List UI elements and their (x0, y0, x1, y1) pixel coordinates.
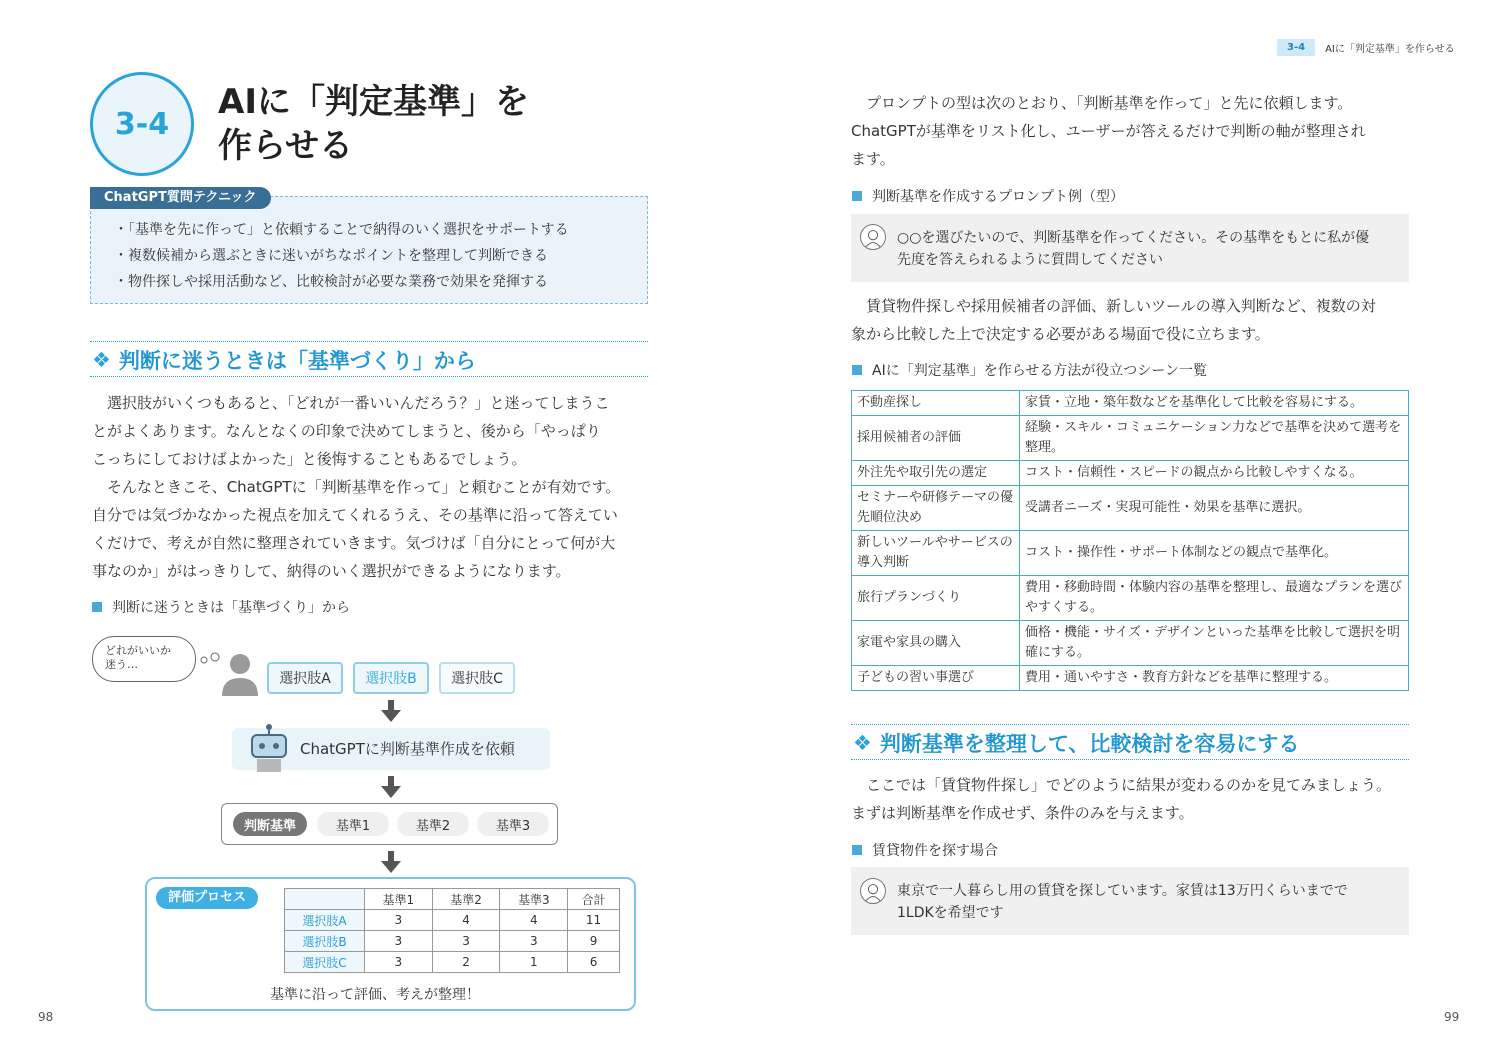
table-caption: AIに「判定基準」を作らせる方法が役立つシーン一覧 (852, 360, 1207, 380)
user-avatar-icon (860, 878, 886, 904)
table-row: セミナーや研修テーマの優先順位決め 受講者ニーズ・実現可能性・効果を基準に選択。 (852, 486, 1409, 531)
criteria-item: 基準1 (317, 812, 389, 836)
figure-caption: 判断に迷うときは「基準づくり」から (92, 597, 350, 617)
table-row: 家電や家具の購入 価格・機能・サイズ・デザインといった基準を比較して選択を明確にする。 (852, 621, 1409, 666)
table-row: 外注先や取引先の選定 コスト・信頼性・スピードの観点から比較しやすくなる。 (852, 461, 1409, 486)
body-paragraph: 選択肢がいくつもあると、「どれが一番いいんだろう？」と迷ってしまうこ とがよくあります。なんとなくの印象で決めてしまうと、後から「やっぱり こっちにしておけばよかった」と後悔することもあるでしょう。 そんなときこそ、ChatGPTに「判断基準を作って」と頼むことが有効です。 自分では気づかなかった視点を加えてくれるうえ、その基準に沿って答えてい くだけで、考えが自然に整理されていきます。気づけば「自分にとって何が大 事なのか」がはっきりして、納得のいく選択ができるようになります。 (92, 394, 621, 580)
table-row: 選択肢C 3 2 1 6 (285, 952, 620, 973)
diamond-icon: ❖ (92, 348, 111, 372)
evaluation-process-label: 評価プロセス (156, 887, 258, 909)
option-a: 選択肢A (267, 662, 343, 694)
thought-bubble: どれがいいか 迷う… (92, 636, 196, 682)
table-header: 基準3 (500, 889, 568, 910)
section-number-badge (90, 72, 194, 176)
table-row: 旅行プランづくり 費用・移動時間・体験内容の基準を整理し、最適なプランを選びやすくする。 (852, 576, 1409, 621)
technique-item: ・複数候補から選ぶときに迷いがちなポイントを整理して判断できる (114, 248, 548, 264)
running-header (1277, 39, 1455, 56)
section-heading: ❖ 判断に迷うときは「基準づくり」から (92, 348, 476, 373)
technique-item: ・「基準を先に作って」と依頼することで納得のいく選択をサポートする (114, 222, 569, 238)
prompt-caption: 賃貸物件を探す場合 (852, 840, 998, 860)
running-header-section: 3-4 (1277, 39, 1315, 56)
robot-icon (246, 722, 292, 772)
intro-paragraph: プロンプトの型は次のとおり、「判断基準を作って」と先に依頼します。 ChatGPTが基準をリスト化し、ユーザーが答えるだけで判断の軸が整理され ます。 (851, 94, 1366, 168)
table-row: 新しいツールやサービスの導入判断 コスト・操作性・サポート体制などの観点で基準化。 (852, 531, 1409, 576)
table-header: 合計 (568, 889, 620, 910)
evaluation-table (284, 888, 620, 973)
table-header: 基準2 (432, 889, 500, 910)
prompt-text: 東京で一人暮らし用の賃貸を探しています。家賃は13万円くらいまでで 1LDKを希望です (897, 883, 1348, 921)
technique-label: ChatGPT質問テクニック (90, 187, 271, 209)
body-paragraph: 賃貸物件探しや採用候補者の評価、新しいツールの導入判断など、複数の対 象から比較した上で決定する必要がある場面で役に立ちます。 (851, 297, 1376, 343)
table-row: 子どもの習い事選び 費用・通いやすさ・教育方針などを基準に整理する。 (852, 666, 1409, 691)
section-number: 3-4 (114, 106, 170, 142)
technique-item: ・物件探しや採用活動など、比較検討が必要な業務で効果を発揮する (114, 274, 548, 290)
user-person-icon (220, 652, 260, 696)
square-bullet-icon (852, 845, 862, 855)
user-avatar-icon (860, 224, 886, 250)
page-number-left: 98 (38, 1010, 54, 1024)
prompt-caption: 判断基準を作成するプロンプト例（型） (852, 186, 1124, 206)
scene-table (851, 390, 1409, 691)
arrow-down-icon (379, 700, 403, 722)
table-row: 採用候補者の評価 経験・スキル・コミュニケーション力などで基準を決めて選考を整理。 (852, 416, 1409, 461)
section-heading: ❖ 判断基準を整理して、比較検討を容易にする (853, 731, 1300, 756)
table-row: 選択肢A 3 4 4 11 (285, 910, 620, 931)
diamond-icon: ❖ (853, 731, 872, 755)
prompt-text: ○○を選びたいので、判断基準を作ってください。その基準をもとに私が優 先度を答えられるように質問してください (897, 230, 1370, 268)
criteria-label: 判断基準 (233, 812, 307, 836)
criteria-item: 基準2 (397, 812, 469, 836)
table-header: 基準1 (365, 889, 433, 910)
page-title: AIに「判定基準」を 作らせる (218, 82, 529, 166)
criteria-item: 基準3 (477, 812, 549, 836)
chatgpt-request-text: ChatGPTに判断基準作成を依頼 (300, 740, 515, 758)
arrow-down-icon (379, 776, 403, 798)
running-header-title: AIに「判定基準」を作らせる (1325, 44, 1455, 55)
square-bullet-icon (92, 602, 102, 612)
option-c: 選択肢C (439, 662, 515, 694)
square-bullet-icon (852, 191, 862, 201)
square-bullet-icon (852, 365, 862, 375)
option-b: 選択肢B (353, 662, 429, 694)
arrow-down-icon (379, 851, 403, 873)
table-row: 選択肢B 3 3 3 9 (285, 931, 620, 952)
evaluation-footer: 基準に沿って評価、考えが整理！ (270, 987, 480, 1003)
body-paragraph: ここでは「賃貸物件探し」でどのように結果が変わるのかを見てみましょう。 まずは判断基準を作成せず、条件のみを与えます。 (851, 776, 1392, 822)
page-number-right: 99 (1444, 1010, 1460, 1024)
table-row: 不動産探し 家賃・立地・築年数などを基準化して比較を容易にする。 (852, 391, 1409, 416)
